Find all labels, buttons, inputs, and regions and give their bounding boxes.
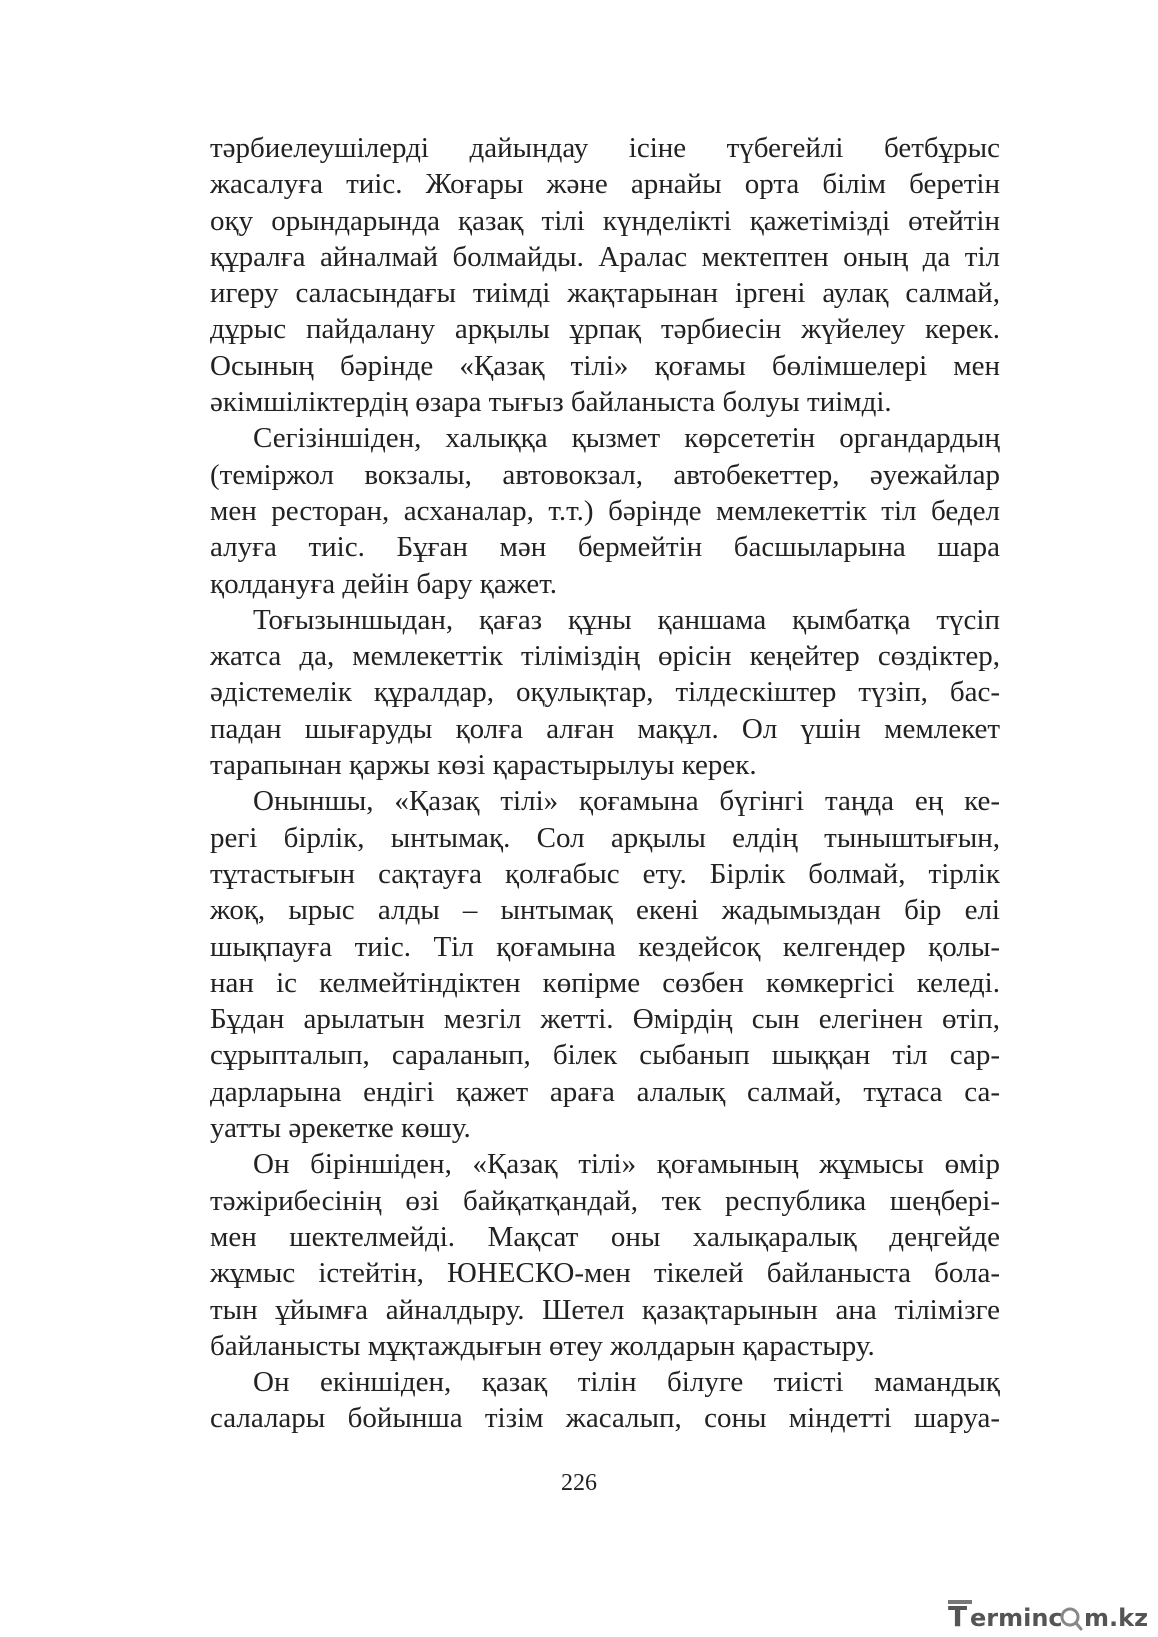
logo-suffix: m.kz — [1084, 1604, 1149, 1632]
text-line: мен ресторан, асханалар, т.т.) бәрінде мемлекеттік тіл бедел — [210, 494, 1000, 527]
text-line: нан іс келмейтіндіктен көпірме сөзбен көмкергісі келеді. — [210, 966, 1000, 999]
termincom-watermark-logo[interactable] — [946, 1596, 1151, 1632]
text-line: байланысты мұқтаждығын өтеу жолдарын қарастыру. — [210, 1329, 875, 1362]
text-line: Осының бәрінде «Қазақ тілі» қоғамы бөлімшелері мен — [210, 349, 1000, 382]
text-line: әдістемелік құралдар, оқулықтар, тілдескіштер түзіп, бас- — [210, 676, 1000, 709]
text-line: Он біріншіден, «Қазақ тілі» қоғамының жұмысы өмір — [253, 1148, 1000, 1181]
magnifier-icon — [1062, 1609, 1081, 1629]
paragraph — [210, 420, 1000, 601]
paragraph — [210, 783, 1000, 1146]
text-line: дарларына ендігі қажет араға алалық салмай, тұтаса са- — [210, 1075, 1000, 1108]
text-line: шықпауға тиіс. Тіл қоғамына кездейсоқ келгендер қолы- — [210, 930, 1000, 963]
paragraph — [210, 602, 1000, 783]
text-line: Бұдан арылатын мезгіл жетті. Өмірдің сын елегінен өтіп, — [210, 1003, 1000, 1036]
text-line: тәрбиелеушілерді дайындау ісіне түбегейлі бетбұрыс — [210, 132, 1000, 164]
text-line: әкімшіліктердің өзара тығыз байланыста болуы тиімді. — [210, 386, 892, 419]
text-line: салалары бойынша тізім жасалып, соны міндетті шаруа- — [210, 1402, 1000, 1435]
text-line: (теміржол вокзалы, автовокзал, автобекеттер, әуежайлар — [210, 458, 1000, 491]
text-line: падан шығаруды қолға алған мақұл. Ол үшін мемлекет — [210, 712, 1000, 745]
text-line: регі бірлік, ынтымақ. Сол арқылы елдің тыныштығын, — [210, 821, 1000, 854]
text-line: жоқ, ырыс алды – ынтымақ екені жадымыздан бір елі — [210, 894, 1000, 927]
text-line: жатса да, мемлекеттік тіліміздің өрісін кеңейтер сөздіктер, — [210, 640, 1000, 673]
text-line: тұтастығын сақтауға қолғабыс ету. Бірлік болмай, тірлік — [210, 857, 1000, 890]
page-number: 226 — [561, 1470, 597, 1496]
text-line: жұмыс істейтін, ЮНЕСКО-мен тікелей байланыста бола- — [210, 1257, 1000, 1290]
text-line: Сегізіншіден, халыққа қызмет көрсететін органдардың — [253, 422, 1000, 455]
text-line: алуға тиіс. Бұған мән бермейтін басшыларына шара — [210, 531, 1000, 564]
page-body — [210, 130, 1000, 1437]
text-line: қолдануға дейін бару қажет. — [210, 567, 558, 600]
paragraph — [210, 1146, 1000, 1364]
logo-middle: erminc — [970, 1604, 1063, 1632]
text-line: жасалуға тиіс. Жоғары және арнайы орта білім беретін — [210, 168, 1000, 201]
text-line: Тоғызыншыдан, қағаз құны қаншама қымбатқа түсіп — [253, 603, 1000, 636]
paragraph — [210, 130, 1000, 420]
text-line: тын ұйымға айналдыру. Шетел қазақтарынын ана тілімізге — [210, 1293, 1000, 1326]
logo-prefix: T — [948, 1600, 968, 1632]
text-line: мен шектелмейді. Мақсат оны халықаралық деңгейде — [210, 1220, 1000, 1253]
text-line: оқу орындарында қазақ тілі күнделікті қажетімізді өтейтін — [210, 204, 1000, 237]
text-line: Оныншы, «Қазақ тілі» қоғамына бүгінгі таңда ең ке- — [253, 785, 1000, 818]
text-line: тәжірибесінің өзі байқатқандай, тек республика шеңбері- — [210, 1184, 1000, 1217]
text-line: игеру саласындағы тиімді жақтарынан іргені аулақ салмай, — [210, 277, 1000, 310]
text-line: дұрыс пайдалану арқылы ұрпақ тәрбиесін жүйелеу керек. — [210, 313, 1000, 346]
text-line: құралға айналмай болмайды. Аралас мектептен оның да тіл — [210, 240, 1000, 273]
paragraph — [210, 1364, 1000, 1437]
text-line: Он екіншіден, қазақ тілін білуге тиісті мамандық — [253, 1366, 1000, 1399]
text-line: тарапынан қаржы көзі қарастырылуы керек. — [210, 749, 757, 782]
text-line: сұрыпталып, сараланып, білек сыбанып шыққан тіл сар- — [210, 1039, 1000, 1072]
text-line: уатты әрекетке көшу. — [210, 1112, 471, 1145]
